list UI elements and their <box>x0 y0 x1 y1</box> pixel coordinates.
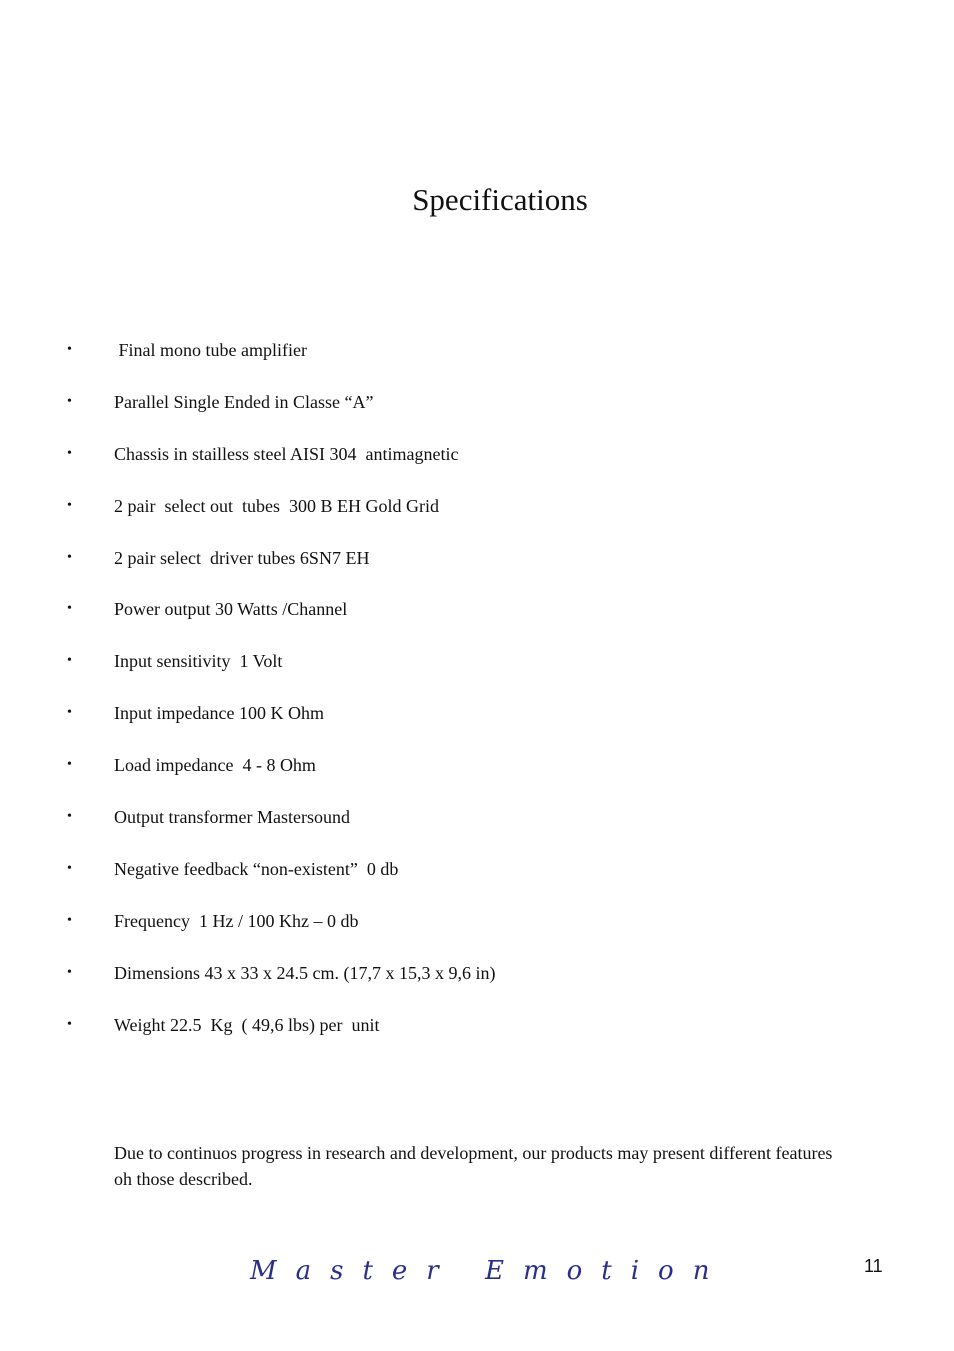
spec-item <box>62 490 495 542</box>
bullet-icon: • <box>67 705 72 721</box>
page-number: 11 <box>864 1256 883 1276</box>
bullet-icon: • <box>67 653 72 669</box>
spec-item <box>62 853 495 905</box>
spec-item <box>62 905 495 957</box>
brand-logo: Master Emotion <box>250 1256 729 1286</box>
spec-item <box>62 645 495 697</box>
spec-item <box>62 542 495 594</box>
spec-text: 2 pair select driver tubes 6SN7 EH <box>114 547 370 568</box>
spec-text: Frequency 1 Hz / 100 Khz – 0 db <box>114 910 359 931</box>
bullet-icon: • <box>67 1016 72 1032</box>
spec-text: Chassis in stailless steel AISI 304 antimagnetic <box>114 443 459 464</box>
spec-text: Final mono tube amplifier <box>114 340 307 360</box>
spec-item <box>62 749 495 801</box>
bullet-icon: • <box>67 601 72 617</box>
bullet-icon: • <box>67 342 72 357</box>
bullet-icon: • <box>67 757 72 773</box>
bullet-icon: • <box>67 393 72 409</box>
spec-item <box>62 386 495 438</box>
spec-text: Input impedance 100 K Ohm <box>114 703 324 724</box>
spec-text: Output transformer Mastersound <box>114 807 350 828</box>
bullet-icon: • <box>67 809 72 825</box>
page-title: Specifications <box>412 182 588 217</box>
spec-text: Load impedance 4 - 8 Ohm <box>114 755 316 776</box>
spec-item <box>62 801 495 853</box>
spec-item <box>62 334 495 386</box>
bullet-icon: • <box>67 912 72 928</box>
spec-text: Dimensions 43 x 33 x 24.5 cm. (17,7 x 15,3 x 9,6 in) <box>114 962 496 983</box>
spec-item <box>62 697 495 749</box>
bullet-icon: • <box>67 497 72 513</box>
spec-text: 2 pair select out tubes 300 B EH Gold Grid <box>114 495 439 516</box>
spec-item <box>62 593 495 645</box>
spec-text: Parallel Single Ended in Classe “A” <box>114 391 374 412</box>
bullet-icon: • <box>67 445 72 461</box>
spec-text: Input sensitivity 1 Volt <box>114 651 283 672</box>
spec-item <box>62 1009 495 1061</box>
spec-text: Negative feedback “non-existent” 0 db <box>114 858 399 879</box>
spec-text: Weight 22.5 Kg ( 49,6 lbs) per unit <box>114 1014 380 1035</box>
disclaimer-text: Due to continuos progress in research and development, our products may present different features oh those described. <box>114 1143 833 1189</box>
bullet-icon: • <box>67 860 72 876</box>
bullet-icon: • <box>67 964 72 980</box>
spec-item <box>62 438 495 490</box>
spec-text: Power output 30 Watts /Channel <box>114 599 348 620</box>
specifications-list <box>62 334 495 1060</box>
bullet-icon: • <box>67 549 72 565</box>
spec-item <box>62 957 495 1009</box>
